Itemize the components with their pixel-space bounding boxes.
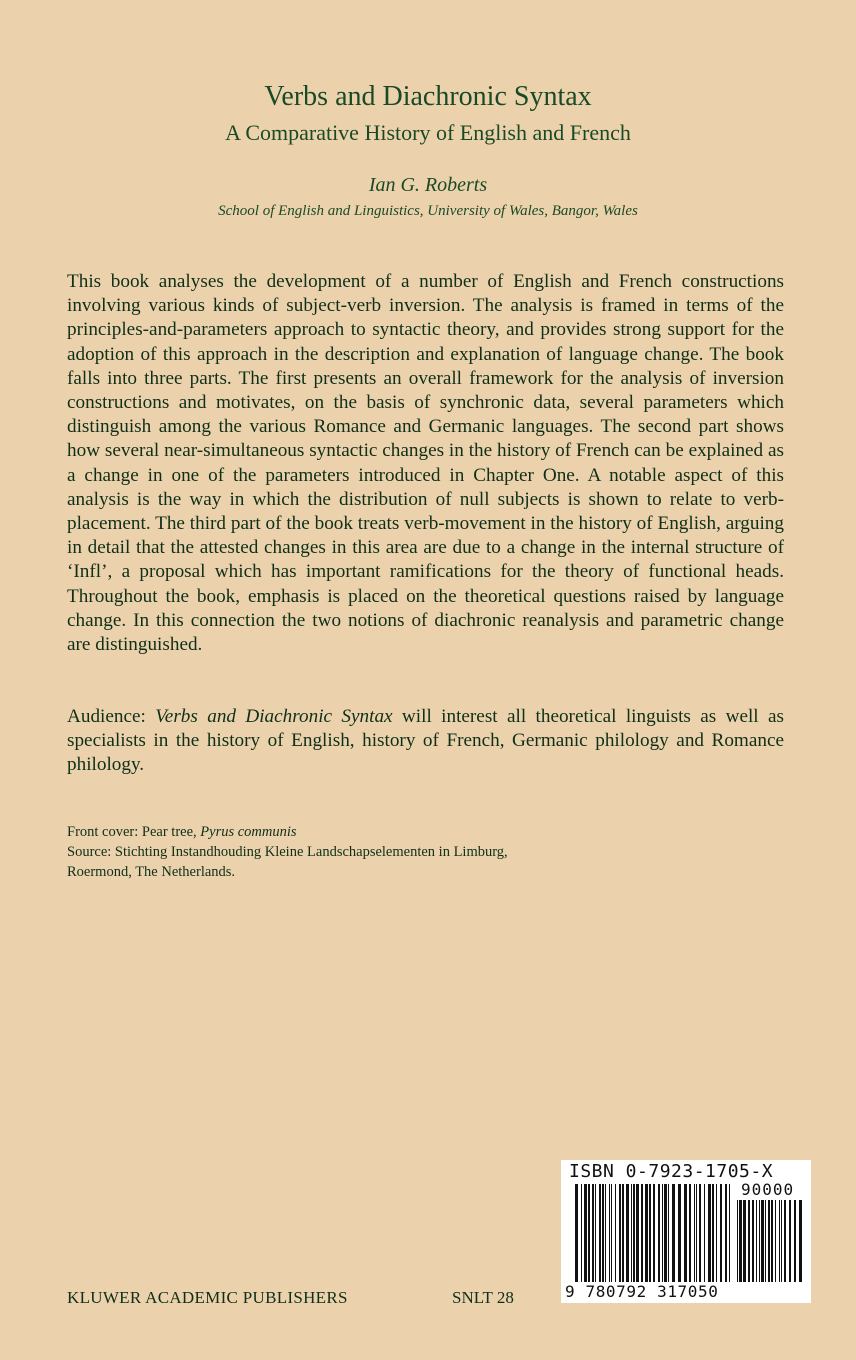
price-code: 90000	[741, 1180, 795, 1199]
cover-credits	[67, 822, 767, 882]
audience-label: Audience:	[67, 706, 156, 727]
barcode-stripe	[743, 1200, 746, 1282]
barcode-stripe	[794, 1200, 796, 1282]
barcode-stripe	[626, 1184, 629, 1282]
series-number: SNLT 28	[452, 1288, 514, 1307]
source-line-1: Source: Stichting Instandhouding Kleine Landschapselementen in Limburg,	[67, 844, 508, 860]
barcode-stripe	[729, 1184, 730, 1282]
barcode-stripe	[761, 1200, 764, 1282]
barcode-stripe	[720, 1184, 722, 1282]
barcode-stripe	[605, 1184, 606, 1282]
cover-credit-line	[67, 822, 767, 842]
barcode-stripe	[789, 1200, 791, 1282]
barcode-stripe	[779, 1200, 780, 1282]
audience-text: will interest all theoretical linguists as well as specialists in the history of English, history of French, Germanic philology and Romance philology.	[67, 706, 784, 776]
barcode-addon-bars	[737, 1200, 803, 1282]
barcode-stripe	[768, 1200, 770, 1282]
barcode-stripe	[641, 1184, 643, 1282]
barcode-stripe	[609, 1184, 610, 1282]
book-subtitle: A Comparative History of English and French	[225, 120, 631, 145]
barcode-stripe	[799, 1200, 802, 1282]
barcode-stripe	[684, 1184, 687, 1282]
barcode-stripe	[696, 1184, 697, 1282]
barcode-stripe	[672, 1184, 675, 1282]
barcode-stripe	[622, 1184, 624, 1282]
barcode-stripe	[708, 1184, 711, 1282]
barcode-stripe	[619, 1184, 621, 1282]
barcode-stripe	[712, 1184, 714, 1282]
barcode-stripe	[615, 1184, 616, 1282]
description-paragraph: This book analyses the development of a number of English and French constructions involving various kinds of subject-verb inversion. The analysis is framed in terms of the principles-and-parameters approach to syntactic theory, and provides strong support for the adoption of this approach in the description and explanation of language change. The book falls into three parts. The first presents an overall framework for the analysis of inversion constructions and motivates, on the basis of synchronic data, several parameters which distinguish among the various Romance and Germanic languages. The second part shows how several near-simultaneous syntactic changes in the history of French can be explained as a change in one of the parameters introduced in Chapter One. A notable aspect of this analysis is the way in which the distribution of null subjects is shown to relate to verb-placement. The third part of the book treats verb-movement in the history of English, arguing in detail that the attested changes in this area are due to a change in the internal structure of ‘Infl’, a proposal which has important ramifications for the theory of functional heads. Throughout the book, emphasis is placed on the theoretical questions raised by language change. In this connection the two notions of diachronic reanalysis and parametric change are distinguished.	[67, 271, 784, 656]
barcode-stripe	[781, 1200, 782, 1282]
barcode-bars	[575, 1184, 733, 1282]
isbn-barcode	[561, 1160, 811, 1303]
barcode-stripe	[775, 1200, 776, 1282]
barcode-stripe	[584, 1184, 587, 1282]
barcode-stripe	[664, 1184, 667, 1282]
barcode-stripe	[592, 1184, 594, 1282]
barcode-stripe	[636, 1184, 639, 1282]
book-title: Verbs and Diachronic Syntax	[264, 81, 592, 112]
isbn-number: ISBN 0-7923-1705-X	[569, 1161, 774, 1182]
cover-species: Pyrus communis	[200, 824, 297, 840]
barcode-stripe	[649, 1184, 651, 1282]
barcode-stripe	[756, 1200, 757, 1282]
barcode-stripe	[716, 1184, 717, 1282]
barcode-stripe	[765, 1200, 766, 1282]
barcode-stripe	[704, 1184, 705, 1282]
barcode-stripe	[752, 1200, 754, 1282]
barcode-stripe	[662, 1184, 663, 1282]
barcode-stripe	[689, 1184, 691, 1282]
barcode-stripe	[633, 1184, 635, 1282]
barcode-stripe	[599, 1184, 601, 1282]
barcode-stripe	[737, 1200, 738, 1282]
barcode-stripe	[595, 1184, 596, 1282]
source-line-2: Roermond, The Netherlands.	[67, 864, 236, 880]
barcode-stripe	[694, 1184, 695, 1282]
barcode-stripe	[631, 1184, 632, 1282]
author-name: Ian G. Roberts	[368, 174, 488, 196]
barcode-stripe	[611, 1184, 612, 1282]
barcode-stripe	[588, 1184, 590, 1282]
barcode-stripe	[575, 1184, 578, 1282]
barcode-stripe	[739, 1200, 742, 1282]
barcode-stripe	[784, 1200, 786, 1282]
barcode-stripe	[748, 1200, 750, 1282]
barcode-stripe	[653, 1184, 655, 1282]
barcode-stripe	[658, 1184, 660, 1282]
author-affiliation: School of English and Linguistics, University of Wales, Bangor, Wales	[218, 203, 638, 219]
barcode-stripe	[759, 1200, 760, 1282]
barcode-stripe	[678, 1184, 681, 1282]
publisher-name: KLUWER ACADEMIC PUBLISHERS	[67, 1288, 348, 1307]
barcode-stripe	[668, 1184, 669, 1282]
barcode-stripe	[602, 1184, 604, 1282]
ean-digits: 9 780792 317050	[565, 1282, 719, 1301]
cover-credit-label: Front cover: Pear tree,	[67, 824, 201, 840]
barcode-stripe	[699, 1184, 701, 1282]
barcode-stripe	[725, 1184, 727, 1282]
audience-paragraph	[67, 705, 784, 778]
barcode-stripe	[581, 1184, 582, 1282]
barcode-stripe	[645, 1184, 648, 1282]
barcode-stripe	[771, 1200, 773, 1282]
audience-book-title: Verbs and Diachronic Syntax	[155, 706, 393, 727]
